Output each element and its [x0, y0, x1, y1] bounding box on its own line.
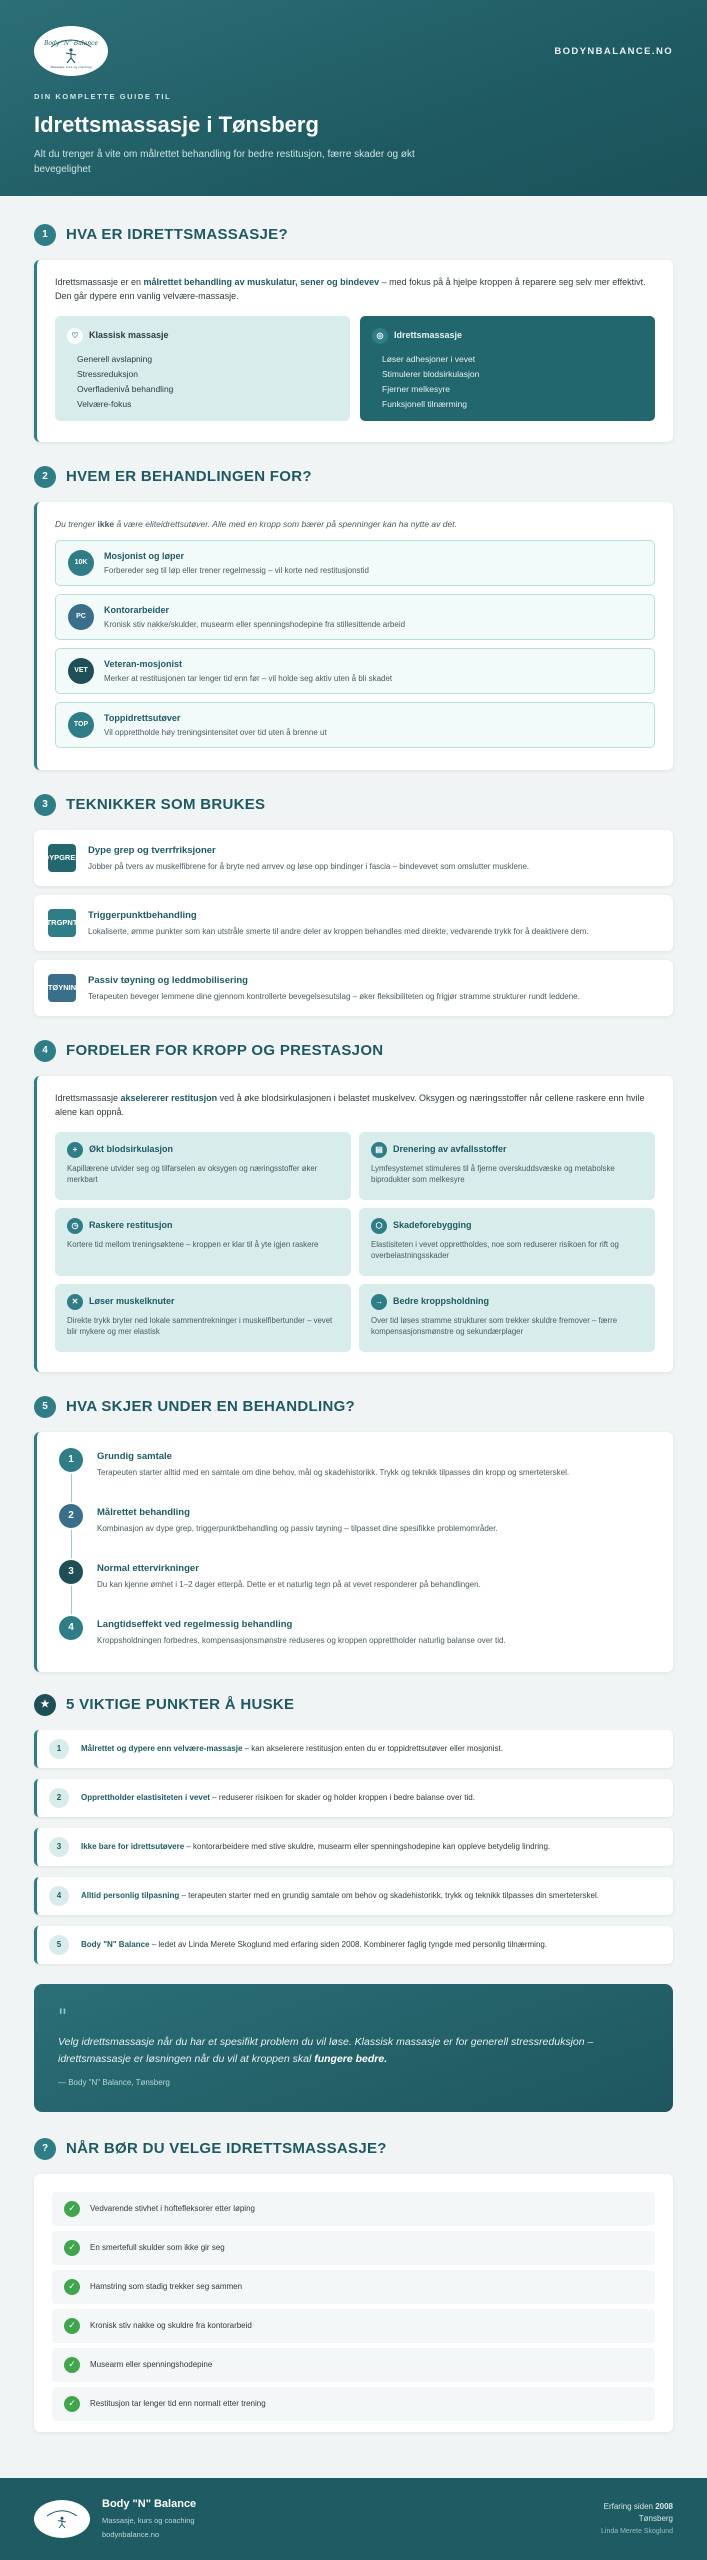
benefit-item: [55, 1284, 351, 1352]
comparison: [55, 316, 655, 422]
point-number: 5: [49, 1935, 69, 1955]
sports-massage-box: [360, 316, 655, 422]
check-item: [52, 2231, 655, 2265]
quote-box: [34, 1984, 673, 2112]
audience-title: Toppidrettsutøver: [104, 712, 181, 723]
check-item: [52, 2270, 655, 2304]
section-number: 4: [34, 1040, 56, 1062]
technique-card: [34, 960, 673, 1016]
what-is-intro: Idrettsmassasje er en målrettet behandling av muskulatur, sener og bindevev – med fokus på å hjelpe kroppen å reparere seg selv mer effektivt. Den går dypere enn vanlig velvære-massasje.: [55, 277, 646, 301]
audience-item: [55, 702, 655, 748]
audience-desc: Merker at restitusjonen tar lenger tid enn før – vil holde seg aktiv uten å bli skadet: [104, 674, 393, 684]
section-number: 2: [34, 466, 56, 488]
benefit-item: [359, 1132, 655, 1200]
check-text: Kronisk stiv nakke og skuldre fra kontorarbeid: [90, 2321, 252, 2331]
arrow-right-icon: →: [371, 1294, 387, 1310]
key-point: [34, 1828, 673, 1866]
quote-mark-icon: ": [58, 2004, 68, 2028]
logo-sub: Massasje, kurs og coaching: [50, 65, 92, 69]
list-item: Løser adhesjoner i vevet: [382, 353, 476, 364]
check-text: Vedvarende stivhet i hoftefleksorer etter løping: [90, 2204, 255, 2214]
drain-icon: ▤: [371, 1142, 387, 1158]
step-number: 2: [59, 1504, 83, 1528]
point-text: Alltid personlig tilpasning – terapeuten starter med en grundig samtale om behov og skadehistorikk, trykk og teknikk tilpasses din smerteterskel.: [81, 1891, 599, 1901]
check-icon: ✓: [64, 2318, 80, 2334]
list-item: Fjerner melkesyre: [382, 383, 451, 394]
footer-since: Erfaring siden 2008: [603, 2501, 673, 2511]
point-number: 2: [49, 1788, 69, 1808]
benefit-title: Drenering av avfallsstoffer: [393, 1144, 507, 1155]
benefits-intro: Idrettsmassasje akselererer restitusjon ved å øke blodsirkulasjonen i belastet muskelvev. Oksygen og næringsstoffer når cellene raskere enn hvile alene kan oppnå.: [55, 1093, 645, 1117]
who-card: [34, 502, 673, 770]
technique-desc: Terapeuten beveger lemmene dine gjennom kontrollerte bevegelsesutslag – øker fleksibiliteten og frigjør stramme strukturer rundt leddene.: [88, 991, 580, 1001]
list-item: Velvære-fokus: [77, 398, 132, 409]
section-who: [34, 466, 673, 770]
footer-site-link[interactable]: bodynbalance.no: [102, 2529, 160, 2539]
benefit-desc: Kortere tid mellom treningsøktene – kroppen er klar til å yte igjen raskere: [67, 1239, 319, 1249]
key-point: [34, 1877, 673, 1915]
audience-badge: VET: [68, 658, 94, 684]
logo-figure-icon: [41, 31, 101, 71]
close-icon: ✕: [67, 1294, 83, 1310]
section-process: [34, 1396, 673, 1672]
audience-desc: Forbereder seg til løp eller trener regelmessig – vil korte ned restitusjonstid: [104, 566, 370, 576]
point-number: 4: [49, 1886, 69, 1906]
process-card: [34, 1432, 673, 1672]
section-key-points: [34, 1694, 673, 1964]
step-desc: Terapeuten starter alltid med en samtale om dine behov, mål og skadehistorikk. Trykk og teknikk tilpasses din kropp og smerteterskel.: [97, 1467, 570, 1477]
quote-text: Velg idrettsmassasje når du har et spesifikt problem du vil løse. Klassisk massasje er for generell stressreduksjon – idrettsmassasje er løsningen når du vil at kroppen skal fungere bedre.: [58, 2036, 594, 2066]
benefit-desc: Lymfesystemet stimuleres til å fjerne overskuddsvæske og metabolske biprodukter som melkesyre: [371, 1163, 615, 1185]
audience-title: Kontorarbeider: [104, 604, 170, 615]
check-icon: ✓: [64, 2357, 80, 2373]
footer-person: Linda Merete Skoglund: [601, 2528, 673, 2536]
footer-brand: [102, 2497, 196, 2541]
step-title: Langtidseffekt ved regelmessig behandling: [97, 1619, 293, 1630]
footer-logo[interactable]: [34, 2500, 90, 2538]
step-title: Normal ettervirkninger: [97, 1563, 199, 1574]
section-title: FORDELER FOR KROPP OG PRESTASJON: [66, 1042, 384, 1060]
list-item: Stressreduksjon: [77, 368, 138, 379]
benefit-item: [359, 1208, 655, 1276]
sports-title: Idrettsmassasje: [394, 330, 463, 341]
technique-card: [34, 830, 673, 886]
benefit-title: Bedre kroppsholdning: [393, 1296, 490, 1307]
benefit-title: Løser muskelknuter: [89, 1296, 175, 1307]
key-point: [34, 1730, 673, 1768]
logo-figure-icon: [39, 2504, 85, 2534]
hero-kicker: DIN KOMPLETTE GUIDE TIL: [34, 92, 172, 101]
section-title: HVA SKJER UNDER EN BEHANDLING?: [66, 1398, 356, 1416]
shield-icon: ⬡: [371, 1218, 387, 1234]
target-icon: ◎: [372, 328, 388, 344]
check-item: [52, 2348, 655, 2382]
footer-tagline: Massasje, kurs og coaching: [102, 2516, 195, 2526]
list-item: Generell avslapning: [77, 353, 153, 364]
timeline: [55, 1448, 655, 1672]
point-text: Målrettet og dypere enn velvære-massasje – kan akselerere restitusjon enten du er toppidrettsutøver eller mosjonist.: [81, 1744, 503, 1754]
benefit-title: Skadeforebygging: [393, 1220, 472, 1231]
technique-badge: TRG PNT: [48, 909, 76, 937]
audience-item: [55, 594, 655, 640]
check-icon: ✓: [64, 2201, 80, 2217]
check-icon: ✓: [64, 2396, 80, 2412]
audience-item: [55, 540, 655, 586]
section-when: [34, 2138, 673, 2432]
logo[interactable]: [34, 26, 108, 76]
timeline-step: [59, 1560, 655, 1616]
step-number: 1: [59, 1448, 83, 1472]
benefit-item: [55, 1208, 351, 1276]
hero-subtitle: Alt du trenger å vite om målrettet behandling for bedre restitusjon, færre skader og økt bevegelighet: [34, 148, 415, 175]
check-text: Musearm eller spenningshodepine: [90, 2360, 213, 2370]
logo-text: Body "N" Balance: [43, 40, 99, 47]
audience-desc: Vil opprettholde høy treningsintensitet over tid uten å brenne ut: [104, 728, 327, 738]
point-number: 3: [49, 1837, 69, 1857]
who-note: Du trenger ikke å være eliteidrettsutøver. Alle med en kropp som bærer på spenninger kan ha nytte av det.: [55, 519, 457, 529]
check-text: Hamstring som stadig trekker seg sammen: [90, 2282, 243, 2292]
benefits-grid: [55, 1132, 655, 1352]
section-title: TEKNIKKER SOM BRUKES: [66, 796, 266, 814]
section-number: 5: [34, 1396, 56, 1418]
section-techniques: [34, 794, 673, 1016]
step-title: Målrettet behandling: [97, 1507, 190, 1518]
audience-title: Mosjonist og løper: [104, 550, 184, 561]
benefit-item: [359, 1284, 655, 1352]
audience-badge: TOP: [68, 712, 94, 738]
check-item: [52, 2309, 655, 2343]
step-number: 3: [59, 1560, 83, 1584]
timeline-step: [59, 1504, 655, 1560]
quote-author: — Body "N" Balance, Tønsberg: [58, 2077, 170, 2087]
point-text: Ikke bare for idrettsutøvere – kontorarbeidere med stive skuldre, musearm eller spenningshodepine kan oppleve betydelig lindring.: [81, 1842, 551, 1852]
technique-card: [34, 895, 673, 951]
footer: [0, 2478, 707, 2560]
audience-desc: Kronisk stiv nakke/skulder, musearm eller spenningshodepine fra stillesittende arbeid: [104, 620, 406, 630]
technique-badge: TØY NIN: [48, 974, 76, 1002]
audience-item: [55, 648, 655, 694]
step-desc: Du kan kjenne ømhet i 1–2 dager etterpå. Dette er et naturlig tegn på at vevet responderer på behandlingen.: [97, 1579, 481, 1589]
check-item: [52, 2387, 655, 2421]
key-point: [34, 1926, 673, 1964]
step-title: Grundig samtale: [97, 1451, 172, 1462]
audience-badge: 10K: [68, 550, 94, 576]
classic-title: Klassisk massasje: [89, 330, 169, 341]
benefit-item: [55, 1132, 351, 1200]
site-link[interactable]: BODYNBALANCE.NO: [554, 46, 673, 57]
footer-name: Body "N" Balance: [102, 2498, 197, 2511]
technique-desc: Jobber på tvers av muskelfibrene for å bryte ned arrvev og løse opp bindinger i fascia – bindevevet som omslutter musklene.: [88, 861, 530, 871]
check-text: Restitusjon tar lenger tid enn normalt etter trening: [90, 2399, 266, 2409]
clock-icon: ◷: [67, 1218, 83, 1234]
list-item: Overfladenivå behandling: [77, 383, 174, 394]
when-card: [34, 2174, 673, 2432]
step-desc: Kombinasjon av dype grep, triggerpunktbehandling og passiv tøyning – tilpasset dine spesifikke problemområder.: [97, 1523, 498, 1533]
section-number: 3: [34, 794, 56, 816]
section-what-is: [34, 224, 673, 442]
step-desc: Kroppsholdningen forbedres, kompensasjonsmønstre reduseres og kroppen opprettholder naturlig balanse over tid.: [97, 1635, 506, 1645]
benefit-title: Raskere restitusjon: [89, 1220, 173, 1231]
what-is-card: [34, 260, 673, 442]
benefits-card: [34, 1076, 673, 1372]
point-text: Opprettholder elastisiteten i vevet – reduserer risikoen for skader og holder kroppen i bedre balanse over tid.: [81, 1793, 475, 1803]
audience-badge: PC: [68, 604, 94, 630]
list-item: Stimulerer blodsirkulasjon: [382, 368, 480, 379]
technique-title: Passiv tøyning og leddmobilisering: [88, 974, 248, 986]
key-point: [34, 1779, 673, 1817]
technique-title: Triggerpunktbehandling: [88, 909, 197, 921]
check-item: [52, 2192, 655, 2226]
star-icon: ★: [34, 1694, 56, 1716]
hero: [0, 0, 707, 196]
footer-city: Tønsberg: [638, 2514, 673, 2524]
classic-massage-box: [55, 316, 350, 422]
main-content: [0, 196, 707, 2478]
footer-info: [601, 2501, 673, 2538]
benefit-desc: Elastisiteten i vevet opprettholdes, noe som reduserer risikoen for rift og overbelastningsskader: [371, 1239, 619, 1261]
section-title: HVA ER IDRETTSMASSASJE?: [66, 226, 288, 244]
audience-title: Veteran-mosjonist: [104, 658, 183, 669]
point-text: Body "N" Balance – ledet av Linda Merete Skoglund med erfaring siden 2008. Kombinerer faglig tyngde med personlig tilnærming.: [81, 1940, 548, 1950]
section-benefits: [34, 1040, 673, 1372]
section-title: HVEM ER BEHANDLINGEN FOR?: [66, 468, 312, 486]
technique-desc: Lokaliserte, ømme punkter som kan utstråle smerte til andre deler av kroppen behandles med direkte, vedvarende trykk for å deaktivere dem.: [88, 926, 589, 936]
benefit-desc: Kapillærene utvider seg og tilfarselen av oksygen og næringsstoffer øker merkbart: [67, 1163, 318, 1185]
benefit-title: Økt blodsirkulasjon: [89, 1144, 174, 1155]
section-title: 5 VIKTIGE PUNKTER Å HUSKE: [66, 1696, 295, 1714]
technique-badge: DYP GREP: [48, 844, 76, 872]
list-item: Funksjonell tilnærming: [382, 398, 468, 409]
plus-icon: +: [67, 1142, 83, 1158]
benefit-desc: Direkte trykk bryter ned lokale sammentrekninger i muskelfibertunder – vevet blir mykere og mer elastisk: [67, 1315, 333, 1337]
check-icon: ✓: [64, 2279, 80, 2295]
check-icon: ✓: [64, 2240, 80, 2256]
check-text: En smertefull skulder som ikke gir seg: [90, 2243, 225, 2253]
question-icon: ?: [34, 2138, 56, 2160]
benefit-desc: Over tid løses stramme strukturer som trekker skuldre fremover – færre kompensasjonsmønstre og sekundærplager: [371, 1315, 618, 1337]
section-number: 1: [34, 224, 56, 246]
shield-icon: ♡: [67, 328, 83, 344]
timeline-step: [59, 1448, 655, 1504]
timeline-step: [59, 1616, 655, 1672]
page-title: Idrettsmassasje i Tønsberg: [34, 111, 319, 137]
technique-title: Dype grep og tverrfriksjoner: [88, 844, 216, 856]
point-number: 1: [49, 1739, 69, 1759]
step-number: 4: [59, 1616, 83, 1640]
section-title: NÅR BØR DU VELGE IDRETTSMASSASJE?: [66, 2140, 387, 2158]
